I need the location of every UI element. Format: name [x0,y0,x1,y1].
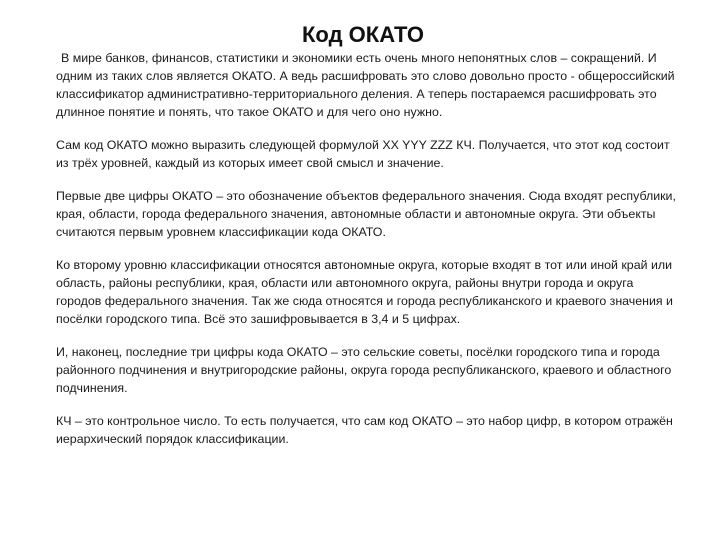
paragraph-formula: Сам код ОКАТО можно выразить следующей формулой XX YYY ZZZ КЧ. Получается, что этот код состоит из трёх уровней, каждый из которых имеет свой смысл и значение. [56,138,670,170]
paragraph-third-level: И, наконец, последние три цифры кода ОКАТО – это сельские советы, посёлки городского типа и города районного подчинения и внутригородские районы, округа города республиканского, краевого и областного подчинения. [56,345,672,395]
paragraph-intro: В мире банков, финансов, статистики и экономики есть очень много непонятных слов – сокращений. И одним из таких слов является ОКАТО. А ведь расшифровать это слово довольно просто - общероссийский классификатор административно-территориального деления. А теперь постараемся расшифровать это длинное понятие и понять, что такое ОКАТО и для чего оно нужно. [56,51,675,119]
page-title: Код ОКАТО [302,22,424,47]
paragraph-control-number: КЧ – это контрольное число. То есть получается, что сам код ОКАТО – это набор цифр, в котором отражён иерархический порядок классификации. [56,414,673,446]
paragraph-first-level: Первые две цифры ОКАТО – это обозначение объектов федерального значения. Сюда входят республики, края, области, города федерального значения, автономные области и автономные округа. Эти объекты считаются первым уровнем классификации кода ОКАТО. [56,189,676,239]
body-text [56,49,678,463]
paragraph-second-level: Ко второму уровню классификации относятся автономные округа, которые входят в тот или иной край или область, районы республики, края, области или автономного округа, районы внутри города и округа городов федерального значения. Так же сюда относятся и города республиканского и краевого значения и посёлки городского типа. Всё это зашифровывается в 3,4 и 5 цифрах. [56,258,673,326]
